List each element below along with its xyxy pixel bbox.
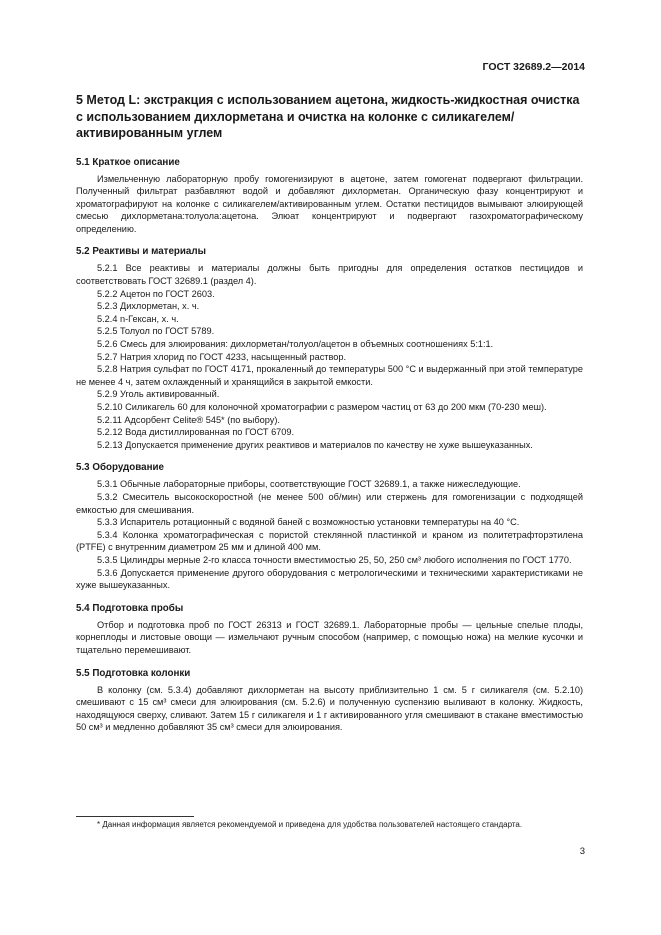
list-item: 5.2.11 Адсорбент Celite® 545* (по выбору). — [97, 414, 280, 425]
subsection-title-5-5: 5.5 Подготовка колонки — [76, 667, 191, 679]
list-item: 5.2.7 Натрия хлорид по ГОСТ 4233, насыщенный раствор. — [97, 351, 347, 362]
list-item: 5.2.12 Вода дистиллированная по ГОСТ 6709. — [97, 427, 295, 438]
list-item: 5.2.2 Ацетон по ГОСТ 2603. — [97, 288, 215, 299]
list-item: 5.2.4 n-Гексан, х. ч. — [97, 313, 179, 324]
list-item: 5.3.6 Допускается применение другого оборудования с метрологическими и техническими характеристиками не хуже вышеуказанных. — [76, 567, 583, 591]
footnote: * Данная информация является рекомендуемой и приведена для удобства пользователей настоящего стандарта. — [97, 820, 523, 829]
section-title: 5 Метод L: экстракция с использованием ацетона, жидкость-жидкостная очистка с использованием дихлорметана и очистка на колонке с силикагелем/активированным углем — [76, 93, 580, 140]
list-item: 5.2.5 Толуол по ГОСТ 5789. — [97, 326, 215, 337]
list-item: 5.3.2 Смеситель высокоскоростной (не менее 500 об/мин) или стержень для гомогенизации с подходящей емкостью для смешивания. — [76, 491, 583, 515]
list-item: 5.2.8 Натрия сульфат по ГОСТ 4171, прокаленный до температуры 500 °C и выдержанный при этой температуре не менее 4 ч, затем охлажденный и хранящийся в закрытой емкости. — [76, 364, 583, 387]
list-item: 5.3.5 Цилиндры мерные 2-го класса точности вместимостью 25, 50, 250 см³ любого исполнения по ГОСТ 1770. — [97, 554, 572, 565]
subsection-title-5-3: 5.3 Оборудование — [76, 462, 164, 474]
footnote-divider — [76, 816, 194, 817]
list-item: 5.3.1 Обычные лабораторные приборы, соответствующие ГОСТ 32689.1, а также нижеследующие. — [97, 479, 521, 490]
list-item: 5.2.6 Смесь для элюирования: дихлорметан/толуол/ацетон в объемных соотношениях 5:1:1. — [97, 339, 494, 350]
subsection-title-5-4: 5.4 Подготовка пробы — [76, 602, 184, 614]
subsection-title-5-1: 5.1 Краткое описание — [76, 156, 180, 168]
paragraph-5-4: Отбор и подготовка проб по ГОСТ 26313 и ГОСТ 32689.1. Лабораторные пробы — цельные спелые плоды, корнеплоды и листовые овощи — измельчают ручным способом (например, с помощью ножа) на мелкие кусочки и тщательно перемешивают. — [76, 619, 583, 655]
subsection-title-5-2: 5.2 Реактивы и материалы — [76, 246, 206, 258]
list-item: 5.2.9 Уголь активированный. — [97, 389, 220, 400]
list-item: 5.2.3 Дихлорметан, х. ч. — [97, 301, 200, 312]
page-number: 3 — [579, 846, 585, 857]
list-item: 5.2.13 Допускается применение других реактивов и материалов по качеству не хуже вышеуказанных. — [97, 439, 533, 450]
paragraph-5-5: В колонку (см. 5.3.4) добавляют дихлорметан на высоту приблизительно 1 см. 5 г силикагеля (см. 5.2.10) смешивают с 15 см³ смеси для элюирования (см. 5.2.6) и полученную суспензию выливают в колонку. Жидкость, находящуюся сверху, сливают. Затем 15 г силикагеля и 1 г активированного угля смешивают в стакане вместимостью 50 см³ и медленно добавляют 35 см³ смеси для элюирования. — [76, 684, 583, 733]
document-id: ГОСТ 32689.2—2014 — [482, 61, 585, 73]
list-item: 5.3.3 Испаритель ротационный с водяной баней с возможностью установки температуры на 40 °C. — [97, 517, 520, 528]
paragraph-5-1: Измельченную лабораторную пробу гомогенизируют в ацетоне, затем гомогенат подвергают фильтрации. Полученный фильтрат разбавляют водой и добавляют дихлорметан. Органическую фазу концентрируют и хроматографируют на колонке с силикагелем/активированным углем. Остатки пестицидов вымывают элюирующей смесью дихлорметана:толуола:ацетона. Элюат концентрируют и подвергают газохроматографическому определению. — [76, 173, 583, 234]
list-item: 5.3.4 Колонка хроматографическая с пористой стеклянной пластинкой и краном из политетрафторэтилена (PTFE) с внутренним диаметром 25 мм и длиной 400 мм. — [76, 529, 583, 553]
page-content — [76, 92, 583, 734]
list-item: 5.2.1 Все реактивы и материалы должны быть пригодны для определения остатков пестицидов и соответствовать ГОСТ 32689.1 (раздел 4). — [76, 263, 583, 287]
list-item: 5.2.10 Силикагель 60 для колоночной хроматографии с размером частиц от 63 до 200 мкм (70-230 меш). — [97, 402, 547, 412]
